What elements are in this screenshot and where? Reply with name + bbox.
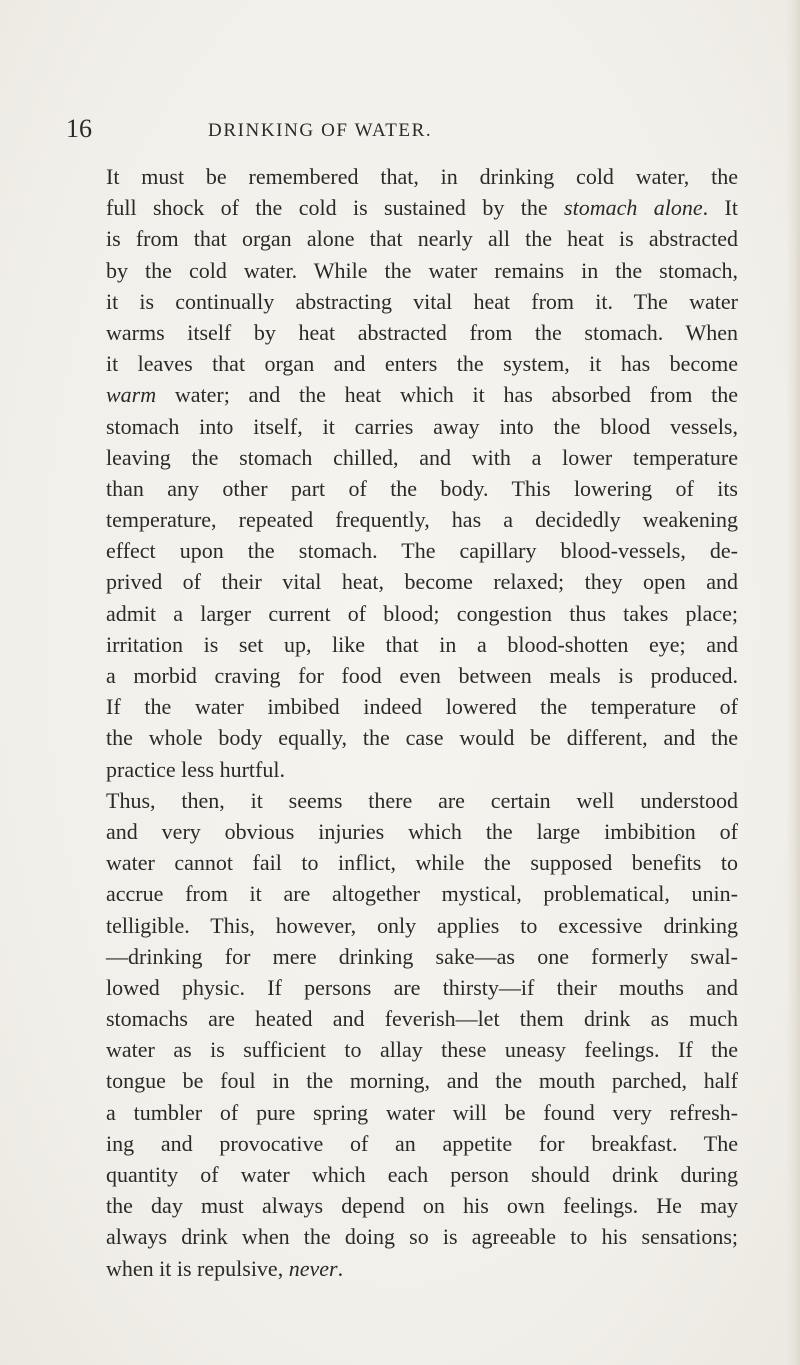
text-run: it leaves that organ and enters the system, it has become [106,351,738,377]
text-line [106,286,738,317]
text-line [106,161,738,192]
text-run: and very obvious injuries which the large imbibition of [106,818,738,844]
text-run: It must be remembered that, in drinking cold water, the [106,164,738,189]
text-run: admit a larger current of blood; congestion thus takes place; [106,600,738,626]
text-run: —drinking for mere drinking sake—as one formerly swal- [106,943,738,969]
text-line [106,255,738,286]
text-line [106,972,738,1003]
text-line [106,910,738,941]
text-run: warms itself by heat abstracted from the stomach. When [106,319,738,345]
text-line [106,223,738,254]
text-line [106,504,738,535]
text-line [106,535,738,566]
text-line [106,1221,738,1252]
text-run: the day must always depend on his own feelings. He may [106,1193,738,1219]
text-run: irritation is set up, like that in a blood-shotten eye; and [106,631,738,657]
text-run: temperature, repeated frequently, has a decidedly weakening [106,507,738,533]
text-run: by the cold water. While the water remains in the stomach, [106,257,738,283]
italic-run: warm [106,382,157,408]
page-number: 16 [66,114,92,143]
text-run: If the water imbibed indeed lowered the temperature of [106,694,738,720]
text-run: the whole body equally, the case would be different, and the [106,725,738,751]
text-run: water as is sufficient to allay these uneasy feelings. If the [106,1037,738,1063]
text-line [106,566,738,597]
text-line [106,1065,738,1096]
text-line [106,598,738,629]
text-line [106,442,738,473]
text-run: prived of their vital heat, become relaxed; they open and [106,569,738,595]
text-run: lowed physic. If persons are thirsty—if their mouths and [106,974,738,1000]
text-line [106,411,738,442]
text-run-after: . It [702,195,738,221]
text-run-after: . [337,1255,344,1281]
text-run: practice less hurtful. [106,756,285,782]
text-run: always drink when the doing so is agreeable to his sensations; [106,1224,738,1250]
text-line [106,878,738,909]
text-run-after: water; and the heat which it has absorbed from the [156,382,738,408]
text-line [106,1034,738,1065]
text-line [106,660,738,691]
text-run: when it is repulsive, [106,1255,289,1281]
text-run: Thus, then, it seems there are certain well understood [106,787,738,813]
text-line [106,941,738,972]
text-line [106,1253,738,1284]
text-line [106,379,738,410]
text-line [106,348,738,379]
text-run: accrue from it are altogether mystical, problematical, unin- [106,881,738,907]
text-line [106,192,738,223]
text-run: a tumbler of pure spring water will be found very refresh- [106,1099,738,1125]
running-head: DRINKING OF WATER. [208,120,433,141]
text-run: stomach into itself, it carries away into the blood vessels, [106,413,738,439]
text-run: is from that organ alone that nearly all the heat is abstracted [106,226,738,252]
text-line [106,1003,738,1034]
text-line [106,785,738,816]
text-run: full shock of the cold is sustained by the [106,195,565,221]
text-run: leaving the stomach chilled, and with a lower temperature [106,444,738,470]
text-line [106,847,738,878]
text-line [106,1190,738,1221]
page-edge [786,0,800,1365]
text-run: effect upon the stomach. The capillary blood-vessels, de- [106,538,738,564]
text-line [106,691,738,722]
text-run: than any other part of the body. This lowering of its [106,475,738,501]
text-line [106,629,738,660]
text-run: stomachs are heated and feverish—let them drink as much [106,1006,738,1032]
text-line [106,722,738,753]
text-line [106,473,738,504]
text-run: telligible. This, however, only applies to excessive drinking [106,912,738,938]
text-run: it is continually abstracting vital heat from it. The water [106,288,738,314]
body-text [106,161,738,1284]
text-run: a morbid craving for food even between meals is produced. [106,663,738,688]
text-line [106,816,738,847]
text-run: tongue be foul in the morning, and the mouth parched, half [106,1068,738,1094]
text-run: quantity of water which each person should drink during [106,1162,738,1187]
italic-run: never [288,1255,338,1281]
text-line [106,317,738,348]
text-run: water cannot fail to inflict, while the supposed benefits to [106,850,738,876]
text-line [106,1128,738,1159]
italic-run: stomach alone [564,195,703,221]
text-line [106,1159,738,1190]
text-run: ing and provocative of an appetite for breakfast. The [106,1130,738,1156]
text-line [106,754,738,785]
text-line [106,1097,738,1128]
